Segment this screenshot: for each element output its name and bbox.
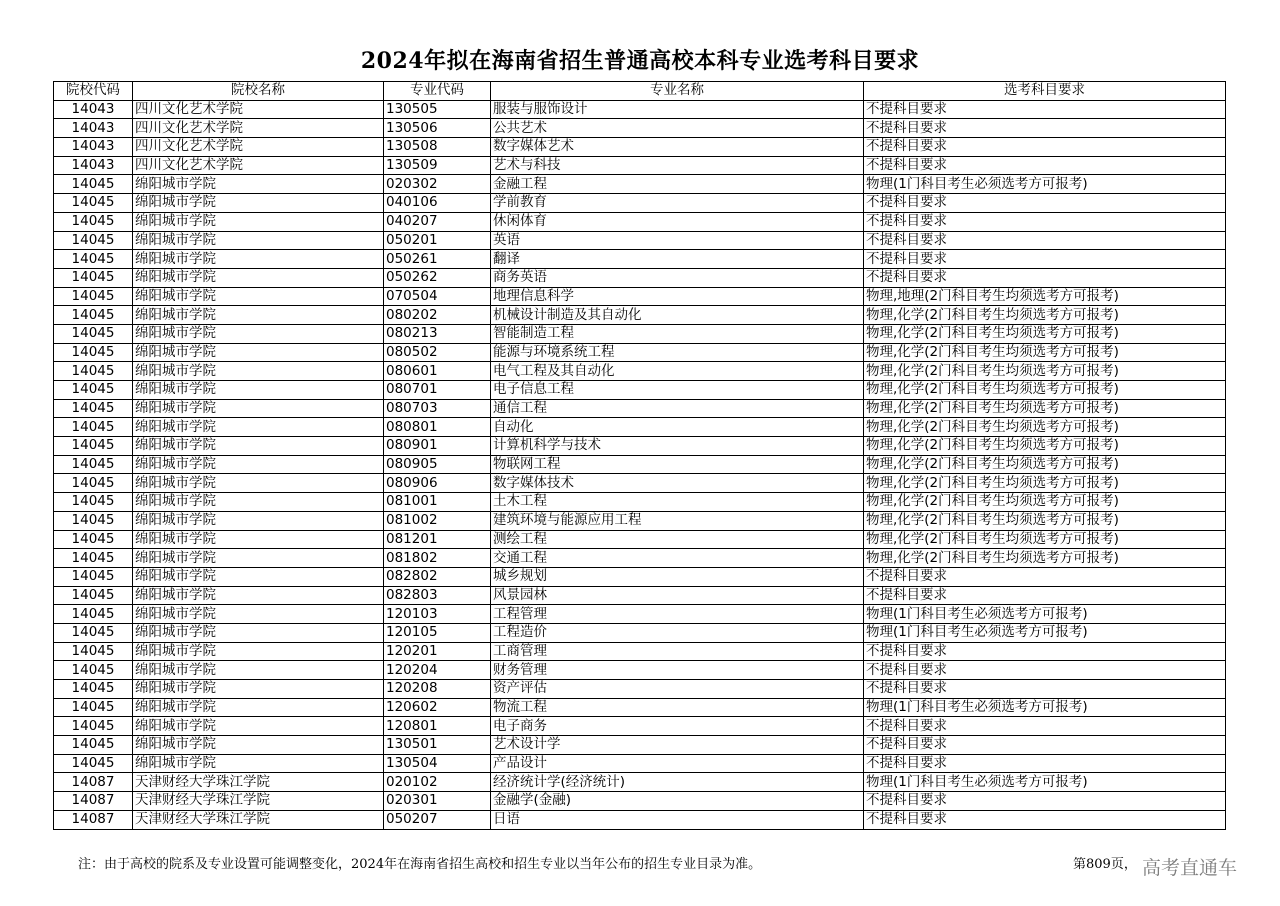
school-code-cell: 14043	[54, 156, 133, 175]
school-code-cell: 14045	[54, 418, 133, 437]
major-code-cell: 050262	[384, 268, 491, 287]
table-row	[54, 455, 1226, 474]
major-code-cell: 020302	[384, 175, 491, 194]
school-name-cell: 绵阳城市学院	[133, 231, 384, 250]
major-name-cell: 风景园林	[491, 586, 864, 605]
major-code-cell: 120801	[384, 717, 491, 736]
school-code-cell: 14045	[54, 250, 133, 269]
subject-requirement-cell: 不提科目要求	[864, 231, 1226, 250]
major-name-cell: 金融学(金融)	[491, 792, 864, 811]
major-code-cell: 080502	[384, 343, 491, 362]
school-code-cell: 14045	[54, 287, 133, 306]
major-name-cell: 数字媒体艺术	[491, 138, 864, 157]
school-name-cell: 绵阳城市学院	[133, 212, 384, 231]
table-row	[54, 268, 1226, 287]
school-name-cell: 绵阳城市学院	[133, 511, 384, 530]
subject-requirement-cell: 不提科目要求	[864, 586, 1226, 605]
major-name-cell: 日语	[491, 810, 864, 829]
major-code-cell: 082802	[384, 567, 491, 586]
school-name-cell: 绵阳城市学院	[133, 474, 384, 493]
major-code-cell: 020102	[384, 773, 491, 792]
table-row	[54, 642, 1226, 661]
school-code-cell: 14043	[54, 138, 133, 157]
subject-requirement-cell: 不提科目要求	[864, 119, 1226, 138]
subject-requirement-cell: 不提科目要求	[864, 736, 1226, 755]
watermark: 高考直通车	[1142, 857, 1238, 879]
table-row	[54, 623, 1226, 642]
major-name-cell: 地理信息科学	[491, 287, 864, 306]
school-code-cell: 14087	[54, 810, 133, 829]
major-name-cell: 通信工程	[491, 399, 864, 418]
table-row	[54, 736, 1226, 755]
school-name-cell: 绵阳城市学院	[133, 268, 384, 287]
school-name-cell: 绵阳城市学院	[133, 493, 384, 512]
subject-requirement-cell: 物理,化学(2门科目考生均须选考方可报考)	[864, 362, 1226, 381]
subject-requirement-cell: 不提科目要求	[864, 642, 1226, 661]
school-name-cell: 绵阳城市学院	[133, 623, 384, 642]
school-name-cell: 绵阳城市学院	[133, 567, 384, 586]
table-row	[54, 661, 1226, 680]
table-row	[54, 567, 1226, 586]
major-name-cell: 金融工程	[491, 175, 864, 194]
school-name-cell: 天津财经大学珠江学院	[133, 792, 384, 811]
major-name-cell: 物联网工程	[491, 455, 864, 474]
subject-requirement-cell: 不提科目要求	[864, 138, 1226, 157]
subject-requirement-cell: 不提科目要求	[864, 680, 1226, 699]
school-name-cell: 四川文化艺术学院	[133, 138, 384, 157]
school-name-cell: 四川文化艺术学院	[133, 100, 384, 119]
major-code-cell: 081802	[384, 549, 491, 568]
school-name-cell: 绵阳城市学院	[133, 736, 384, 755]
major-code-cell: 050261	[384, 250, 491, 269]
subject-requirement-cell: 不提科目要求	[864, 212, 1226, 231]
subject-requirement-cell: 不提科目要求	[864, 250, 1226, 269]
major-name-cell: 英语	[491, 231, 864, 250]
school-code-cell: 14045	[54, 324, 133, 343]
table-row	[54, 437, 1226, 456]
subject-requirement-cell: 物理(1门科目考生必须选考方可报考)	[864, 175, 1226, 194]
major-code-cell: 120204	[384, 661, 491, 680]
table-row	[54, 418, 1226, 437]
subject-requirement-cell: 不提科目要求	[864, 810, 1226, 829]
school-name-cell: 绵阳城市学院	[133, 399, 384, 418]
subject-requirement-cell: 不提科目要求	[864, 792, 1226, 811]
header-major-code: 专业代码	[384, 82, 491, 101]
school-name-cell: 绵阳城市学院	[133, 530, 384, 549]
major-code-cell: 130504	[384, 754, 491, 773]
school-name-cell: 绵阳城市学院	[133, 586, 384, 605]
school-name-cell: 绵阳城市学院	[133, 680, 384, 699]
table-row	[54, 810, 1226, 829]
major-code-cell: 130506	[384, 119, 491, 138]
subject-requirement-cell: 物理,化学(2门科目考生均须选考方可报考)	[864, 530, 1226, 549]
subject-requirement-cell: 不提科目要求	[864, 754, 1226, 773]
major-name-cell: 电气工程及其自动化	[491, 362, 864, 381]
major-name-cell: 艺术与科技	[491, 156, 864, 175]
school-code-cell: 14045	[54, 455, 133, 474]
major-code-cell: 080202	[384, 306, 491, 325]
header-school-code: 院校代码	[54, 82, 133, 101]
school-name-cell: 绵阳城市学院	[133, 343, 384, 362]
major-name-cell: 工程管理	[491, 605, 864, 624]
header-major-name: 专业名称	[491, 82, 864, 101]
major-code-cell: 080601	[384, 362, 491, 381]
table-row	[54, 792, 1226, 811]
major-name-cell: 测绘工程	[491, 530, 864, 549]
major-name-cell: 土木工程	[491, 493, 864, 512]
major-code-cell: 081002	[384, 511, 491, 530]
subject-requirement-cell: 物理,化学(2门科目考生均须选考方可报考)	[864, 399, 1226, 418]
school-code-cell: 14045	[54, 586, 133, 605]
table-body	[54, 100, 1226, 829]
school-code-cell: 14045	[54, 381, 133, 400]
subject-requirement-cell: 物理(1门科目考生必须选考方可报考)	[864, 605, 1226, 624]
subject-requirement-cell: 物理(1门科目考生必须选考方可报考)	[864, 773, 1226, 792]
school-code-cell: 14045	[54, 567, 133, 586]
school-name-cell: 绵阳城市学院	[133, 287, 384, 306]
school-name-cell: 绵阳城市学院	[133, 306, 384, 325]
table-row	[54, 586, 1226, 605]
school-name-cell: 绵阳城市学院	[133, 698, 384, 717]
table-header-row	[54, 82, 1226, 101]
major-name-cell: 电子商务	[491, 717, 864, 736]
school-code-cell: 14045	[54, 268, 133, 287]
major-code-cell: 080703	[384, 399, 491, 418]
school-code-cell: 14043	[54, 100, 133, 119]
table-row	[54, 212, 1226, 231]
subject-requirement-cell: 物理,化学(2门科目考生均须选考方可报考)	[864, 343, 1226, 362]
school-code-cell: 14043	[54, 119, 133, 138]
school-code-cell: 14045	[54, 717, 133, 736]
school-name-cell: 绵阳城市学院	[133, 605, 384, 624]
table-row	[54, 511, 1226, 530]
table-row	[54, 605, 1226, 624]
table-row	[54, 362, 1226, 381]
subject-requirement-cell: 物理,化学(2门科目考生均须选考方可报考)	[864, 418, 1226, 437]
school-code-cell: 14045	[54, 212, 133, 231]
table-row	[54, 474, 1226, 493]
school-name-cell: 绵阳城市学院	[133, 661, 384, 680]
table-row	[54, 231, 1226, 250]
major-name-cell: 交通工程	[491, 549, 864, 568]
major-name-cell: 资产评估	[491, 680, 864, 699]
major-name-cell: 工程造价	[491, 623, 864, 642]
school-name-cell: 绵阳城市学院	[133, 418, 384, 437]
major-name-cell: 城乡规划	[491, 567, 864, 586]
school-code-cell: 14045	[54, 437, 133, 456]
table-row	[54, 549, 1226, 568]
table-row	[54, 717, 1226, 736]
footer-note: 注：由于高校的院系及专业设置可能调整变化，2024年在海南省招生高校和招生专业以当年公布的招生专业目录为准。	[78, 857, 762, 872]
subject-requirement-cell: 物理,化学(2门科目考生均须选考方可报考)	[864, 493, 1226, 512]
table-row	[54, 698, 1226, 717]
table-row	[54, 773, 1226, 792]
school-code-cell: 14045	[54, 511, 133, 530]
school-code-cell: 14087	[54, 773, 133, 792]
major-code-cell: 120105	[384, 623, 491, 642]
table-row	[54, 156, 1226, 175]
subject-requirement-cell: 物理,化学(2门科目考生均须选考方可报考)	[864, 511, 1226, 530]
school-code-cell: 14045	[54, 493, 133, 512]
table-row	[54, 324, 1226, 343]
major-name-cell: 数字媒体技术	[491, 474, 864, 493]
table-row	[54, 175, 1226, 194]
subject-requirement-cell: 物理,化学(2门科目考生均须选考方可报考)	[864, 381, 1226, 400]
school-name-cell: 绵阳城市学院	[133, 717, 384, 736]
table-row	[54, 250, 1226, 269]
major-code-cell: 040207	[384, 212, 491, 231]
table-row	[54, 493, 1226, 512]
school-name-cell: 天津财经大学珠江学院	[133, 773, 384, 792]
school-code-cell: 14087	[54, 792, 133, 811]
major-name-cell: 公共艺术	[491, 119, 864, 138]
subject-requirement-cell: 不提科目要求	[864, 268, 1226, 287]
subject-requirement-cell: 物理,地理(2门科目考生均须选考方可报考)	[864, 287, 1226, 306]
major-code-cell: 130509	[384, 156, 491, 175]
major-code-cell: 130501	[384, 736, 491, 755]
subject-requirement-cell: 物理,化学(2门科目考生均须选考方可报考)	[864, 437, 1226, 456]
subject-requirement-cell: 不提科目要求	[864, 717, 1226, 736]
school-code-cell: 14045	[54, 698, 133, 717]
major-code-cell: 082803	[384, 586, 491, 605]
school-code-cell: 14045	[54, 362, 133, 381]
table-row	[54, 138, 1226, 157]
major-code-cell: 081201	[384, 530, 491, 549]
major-code-cell: 080213	[384, 324, 491, 343]
table-row	[54, 381, 1226, 400]
subject-requirement-cell: 不提科目要求	[864, 661, 1226, 680]
major-code-cell: 050207	[384, 810, 491, 829]
major-code-cell: 120103	[384, 605, 491, 624]
major-name-cell: 工商管理	[491, 642, 864, 661]
page-title: 2024年拟在海南省招生普通高校本科专业选考科目要求	[360, 48, 920, 74]
major-name-cell: 能源与环境系统工程	[491, 343, 864, 362]
major-name-cell: 艺术设计学	[491, 736, 864, 755]
major-code-cell: 040106	[384, 194, 491, 213]
major-name-cell: 学前教育	[491, 194, 864, 213]
major-name-cell: 自动化	[491, 418, 864, 437]
subject-requirement-cell: 不提科目要求	[864, 194, 1226, 213]
major-name-cell: 机械设计制造及其自动化	[491, 306, 864, 325]
major-code-cell: 080905	[384, 455, 491, 474]
school-name-cell: 绵阳城市学院	[133, 381, 384, 400]
major-code-cell: 120201	[384, 642, 491, 661]
table-row	[54, 343, 1226, 362]
table-row	[54, 754, 1226, 773]
major-code-cell: 080901	[384, 437, 491, 456]
subject-requirement-cell: 物理,化学(2门科目考生均须选考方可报考)	[864, 455, 1226, 474]
major-name-cell: 建筑环境与能源应用工程	[491, 511, 864, 530]
subject-requirement-cell: 物理,化学(2门科目考生均须选考方可报考)	[864, 324, 1226, 343]
school-name-cell: 绵阳城市学院	[133, 437, 384, 456]
page-number: 第809页，	[1073, 857, 1137, 872]
major-code-cell: 081001	[384, 493, 491, 512]
school-code-cell: 14045	[54, 231, 133, 250]
school-name-cell: 绵阳城市学院	[133, 194, 384, 213]
school-code-cell: 14045	[54, 549, 133, 568]
school-code-cell: 14045	[54, 754, 133, 773]
school-name-cell: 绵阳城市学院	[133, 324, 384, 343]
subject-requirement-cell: 不提科目要求	[864, 567, 1226, 586]
school-code-cell: 14045	[54, 175, 133, 194]
school-code-cell: 14045	[54, 306, 133, 325]
table-row	[54, 287, 1226, 306]
school-name-cell: 绵阳城市学院	[133, 362, 384, 381]
school-code-cell: 14045	[54, 194, 133, 213]
table-row	[54, 194, 1226, 213]
school-name-cell: 绵阳城市学院	[133, 642, 384, 661]
major-name-cell: 智能制造工程	[491, 324, 864, 343]
school-code-cell: 14045	[54, 661, 133, 680]
subject-requirement-cell: 物理,化学(2门科目考生均须选考方可报考)	[864, 306, 1226, 325]
major-code-cell: 070504	[384, 287, 491, 306]
subject-requirement-cell: 不提科目要求	[864, 156, 1226, 175]
school-code-cell: 14045	[54, 680, 133, 699]
subject-requirement-cell: 不提科目要求	[864, 100, 1226, 119]
major-name-cell: 经济统计学(经济统计)	[491, 773, 864, 792]
school-name-cell: 绵阳城市学院	[133, 754, 384, 773]
major-code-cell: 020301	[384, 792, 491, 811]
school-code-cell: 14045	[54, 474, 133, 493]
subject-requirement-cell: 物理,化学(2门科目考生均须选考方可报考)	[864, 549, 1226, 568]
school-name-cell: 绵阳城市学院	[133, 455, 384, 474]
school-code-cell: 14045	[54, 605, 133, 624]
table-row	[54, 530, 1226, 549]
major-code-cell: 130505	[384, 100, 491, 119]
school-code-cell: 14045	[54, 736, 133, 755]
school-name-cell: 四川文化艺术学院	[133, 156, 384, 175]
table-row	[54, 399, 1226, 418]
major-name-cell: 产品设计	[491, 754, 864, 773]
major-code-cell: 120208	[384, 680, 491, 699]
table-row	[54, 680, 1226, 699]
major-name-cell: 财务管理	[491, 661, 864, 680]
school-name-cell: 四川文化艺术学院	[133, 119, 384, 138]
major-name-cell: 商务英语	[491, 268, 864, 287]
major-name-cell: 电子信息工程	[491, 381, 864, 400]
header-subject-requirement: 选考科目要求	[864, 82, 1226, 101]
major-code-cell: 130508	[384, 138, 491, 157]
major-code-cell: 050201	[384, 231, 491, 250]
subject-requirement-cell: 物理,化学(2门科目考生均须选考方可报考)	[864, 474, 1226, 493]
subject-requirement-cell: 物理(1门科目考生必须选考方可报考)	[864, 698, 1226, 717]
major-code-cell: 080906	[384, 474, 491, 493]
major-code-cell: 120602	[384, 698, 491, 717]
major-code-cell: 080801	[384, 418, 491, 437]
school-code-cell: 14045	[54, 399, 133, 418]
header-school-name: 院校名称	[133, 82, 384, 101]
major-name-cell: 计算机科学与技术	[491, 437, 864, 456]
school-code-cell: 14045	[54, 623, 133, 642]
major-name-cell: 物流工程	[491, 698, 864, 717]
major-name-cell: 服装与服饰设计	[491, 100, 864, 119]
school-code-cell: 14045	[54, 642, 133, 661]
school-name-cell: 天津财经大学珠江学院	[133, 810, 384, 829]
requirements-table	[53, 81, 1226, 830]
table-row	[54, 306, 1226, 325]
major-code-cell: 080701	[384, 381, 491, 400]
school-code-cell: 14045	[54, 343, 133, 362]
school-name-cell: 绵阳城市学院	[133, 175, 384, 194]
table-row	[54, 119, 1226, 138]
major-name-cell: 翻译	[491, 250, 864, 269]
table-row	[54, 100, 1226, 119]
major-name-cell: 休闲体育	[491, 212, 864, 231]
subject-requirement-cell: 物理(1门科目考生必须选考方可报考)	[864, 623, 1226, 642]
school-code-cell: 14045	[54, 530, 133, 549]
school-name-cell: 绵阳城市学院	[133, 250, 384, 269]
school-name-cell: 绵阳城市学院	[133, 549, 384, 568]
